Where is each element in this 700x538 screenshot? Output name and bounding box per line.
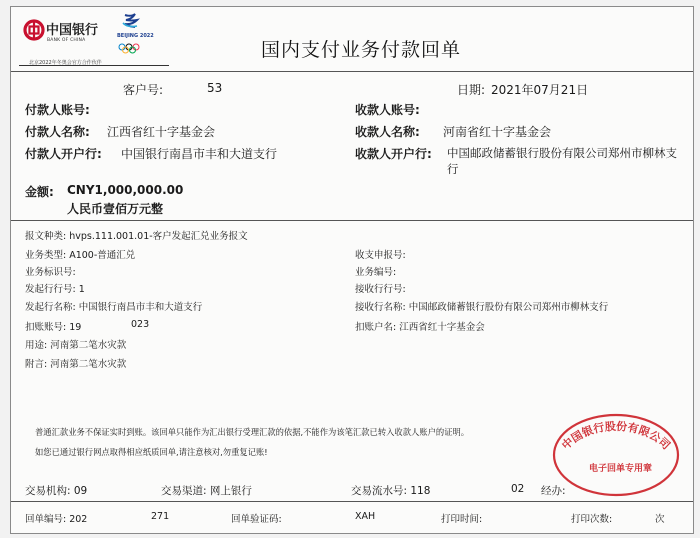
biz-id: 业务标识号: — [25, 267, 76, 278]
receipt-no-tail: 271 — [151, 511, 170, 522]
payer-name-value: 江西省红十字基金会 — [107, 125, 216, 139]
date-value: 2021年07月21日 — [491, 83, 589, 97]
payee-name-value: 河南省红十字基金会 — [443, 125, 552, 139]
partner-note: 北京2022年冬奥会官方合作伙伴 — [29, 60, 102, 66]
header-underline — [19, 65, 169, 66]
send-bank-name: 发起行名称: 中国银行南昌市丰和大道支行 — [25, 302, 203, 313]
amount-chinese: 人民币壹佰万元整 — [67, 202, 164, 216]
payer-account-label: 付款人账号: — [25, 103, 90, 117]
payee-name-label: 收款人名称: — [355, 125, 420, 139]
receipt-no-label: 回单编号: 202 — [25, 514, 88, 525]
payer-bank-value: 中国银行南昌市丰和大道支行 — [121, 147, 278, 161]
trade-channel: 交易渠道: 网上银行 — [161, 485, 252, 497]
payee-account-label: 收款人账号: — [355, 103, 420, 117]
debit-account: 扣账账号: 19 — [25, 322, 82, 333]
payer-name-label: 付款人名称: — [25, 125, 90, 139]
debit-name: 扣账户名: 江西省红十字基金会 — [355, 322, 485, 333]
notice-line-2: 如您已通过银行网点取得相应纸质回单,请注意核对,勿重复记账! — [35, 447, 268, 457]
receipt-report-no: 收支申报号: — [355, 250, 406, 261]
biz-no: 业务编号: — [355, 267, 397, 278]
notice-line-1: 普通汇款业务不保证实时到账。该回单只能作为汇出银行受理汇款的依据,不能作为该笔汇款已转入收款人账户的证明。 — [35, 427, 470, 437]
customer-no-value: 53 — [207, 81, 223, 95]
recv-bank-name: 接收行名称: 中国邮政储蓄银行股份有限公司郑州市柳林支行 — [355, 302, 609, 313]
customer-no-label: 客户号: — [123, 83, 164, 97]
top-divider — [11, 71, 693, 72]
receipt-document — [10, 6, 694, 534]
trade-org: 交易机构: 09 — [25, 485, 88, 497]
payee-bank-value-line1: 中国邮政储蓄银行股份有限公司郑州市柳林支 — [447, 146, 677, 160]
bank-name-cn: 中国银行 — [46, 23, 99, 38]
msg-type: 报文种类: hvps.111.001.01-客户发起汇兑业务报文 — [25, 231, 248, 242]
recv-bank-no: 接收行行号: — [355, 284, 406, 295]
stamp-bottom-text: 电子回单专用章 — [589, 464, 653, 474]
date-label: 日期: — [457, 83, 486, 97]
biz-type: 业务类型: A100-普通汇兑 — [25, 250, 136, 261]
beijing-2022-text: BEIJING 2022 — [117, 33, 154, 39]
trade-serial: 交易流水号: 118 — [351, 485, 431, 497]
print-time-label: 打印时间: — [441, 514, 483, 525]
payee-bank-label: 收款人开户行: — [355, 147, 432, 161]
verify-code-label: 回单验证码: — [231, 514, 282, 525]
debit-account-tail: 023 — [131, 319, 150, 330]
handler: 经办: — [541, 485, 566, 497]
stamp-top-text: 中国银行股份有限公司 — [559, 419, 673, 453]
document-title: 国内支付业务付款回单 — [261, 39, 462, 61]
bottom-divider — [11, 501, 693, 502]
bank-name-en: BANK OF CHINA — [47, 38, 86, 43]
amount-label: 金额: — [25, 185, 54, 199]
amount-value: CNY1,000,000.00 — [67, 183, 184, 197]
bank-seal-stamp — [549, 399, 683, 499]
send-bank-no: 发起行行号: 1 — [25, 284, 85, 295]
payer-bank-label: 付款人开户行: — [25, 147, 102, 161]
trade-serial-tail: 02 — [511, 483, 525, 495]
print-count-unit: 次 — [655, 514, 665, 525]
verify-code-tail: XAH — [355, 511, 376, 522]
print-count-label: 打印次数: — [571, 514, 613, 525]
purpose: 用途: 河南第二笔水灾款 — [25, 340, 127, 351]
remark: 附言: 河南第二笔水灾款 — [25, 359, 127, 370]
middle-divider — [11, 220, 693, 221]
payee-bank-value-line2: 行 — [447, 162, 459, 176]
